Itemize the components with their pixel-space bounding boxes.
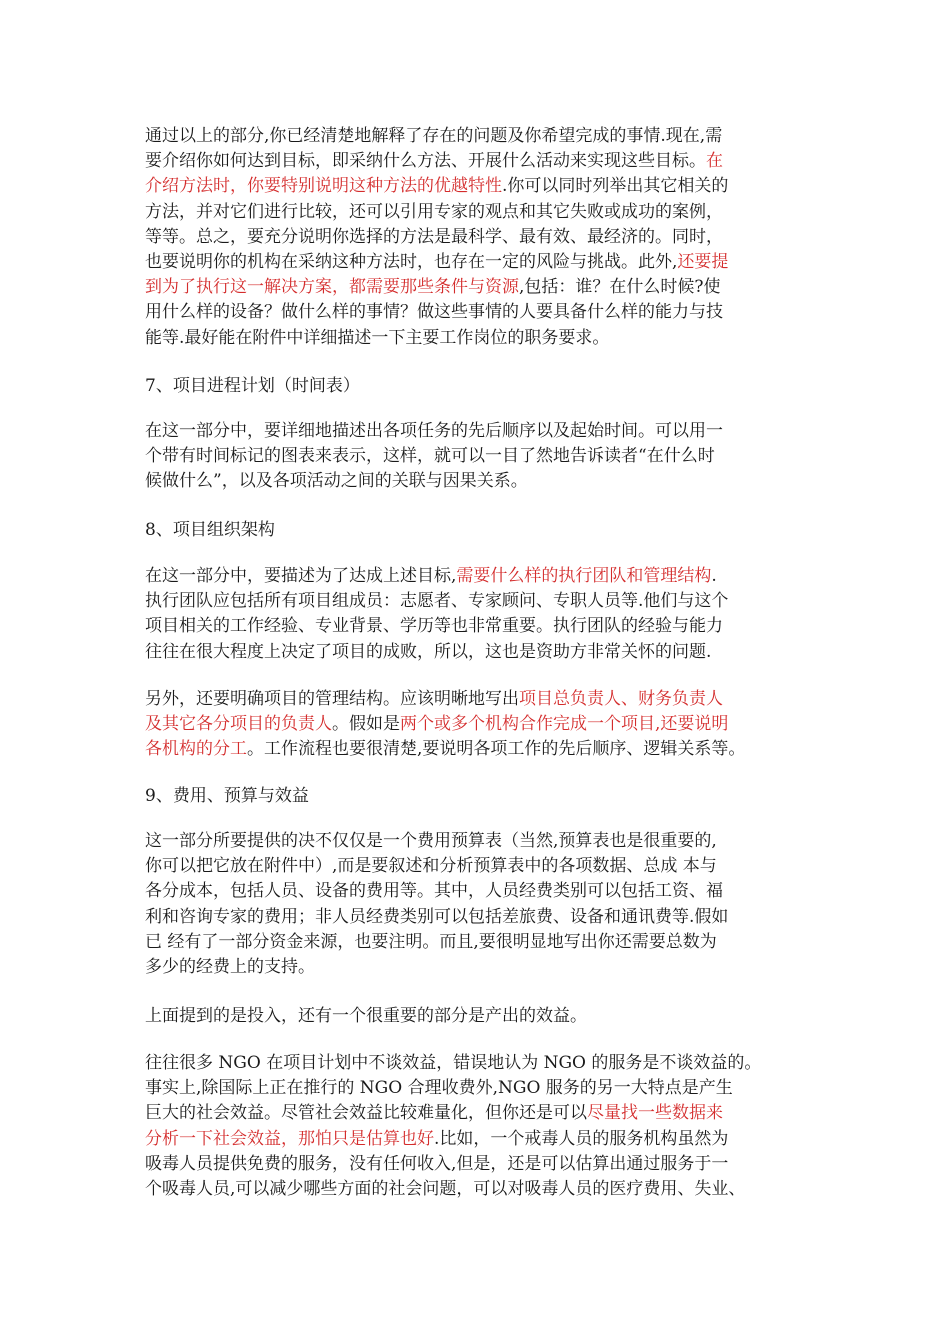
paragraph-social-benefit [145,1051,825,1202]
body-text: 巨大的社会效益。尽管社会效益比较难量化，但你还是可以 [145,1103,587,1124]
text-line [145,1051,825,1076]
highlighted-text: 两个或多个机构合作完成一个项目,还要说明 [400,714,729,735]
heading-8 [145,518,825,543]
text-line [145,687,825,712]
heading-9 [145,784,825,809]
text-line [145,1127,825,1152]
body-text: 这一部分所要提供的决不仅仅是一个费用预算表（当然,预算表也是很重要的, [145,831,717,851]
text-line [145,444,825,469]
text-line [145,326,825,351]
text-line [145,250,825,275]
body-text: 你可以把它放在附件中）,而是要叙述和分析预算表中的各项数据、总成 本与 [145,856,717,877]
body-text: 各分成本，包括人员、设备的费用等。其中，人员经费类别可以包括工资、福 [145,881,723,902]
text-line [145,174,825,199]
text-line [145,149,825,174]
body-text: 利和咨询专家的费用；非人员经费类别可以包括差旅费、设备和通讯费等.假如 [145,906,729,927]
text-line [145,200,825,225]
body-text: 。工作流程也要很清楚,要说明各项工作的先后顺序、逻辑关系等。 [247,739,746,760]
body-text: .你可以同时列举出其它相关的 [502,176,729,197]
paragraph-schedule [145,419,825,495]
text-line [145,955,825,980]
text-line [145,930,825,955]
body-text: 在这一部分中，要描述为了达成上述目标, [145,566,457,586]
body-text: 也要说明你的机构在采纳这种方法时，也存在一定的风险与挑战。此外, [145,252,678,273]
paragraph-methods [145,124,825,351]
text-line [145,879,825,904]
section-heading: 7、项目进程计划（时间表） [145,376,360,396]
highlighted-text: 介绍方法时，你要特别说明这种方法的优越特性 [145,176,502,197]
highlighted-text: 到为了执行这一解决方案，都需要那些条件与资源 [145,277,519,298]
body-text: . [711,566,717,586]
highlighted-text: 分析一下社会效益，那怕只是估算也好 [145,1128,434,1149]
body-text: .比如，一个戒毒人员的服务机构虽然为 [434,1128,729,1149]
body-text: ,包括：谁？在什么时候?使 [519,277,721,298]
body-text: 通过以上的部分,你已经清楚地解释了存在的问题及你希望完成的事情.现在,需 [145,126,723,146]
body-text: 多少的经费上的支持。 [145,957,315,978]
highlighted-text: 还要提 [677,252,729,273]
body-text: 用什么样的设备？做什么样的事情？做这些事情的人要具备什么样的能力与技 [145,302,723,323]
text-line [145,300,825,325]
text-line [145,124,825,149]
body-text: 方法，并对它们进行比较，还可以引用专家的观点和其它失败或成功的案例， [145,201,723,222]
body-text: 上面提到的是投入，还有一个很重要的部分是产出的效益。 [145,1006,587,1026]
text-line [145,1152,825,1177]
body-text: 在这一部分中，要详细地描述出各项任务的先后顺序以及起始时间。可以用一 [145,421,723,441]
body-text: 个吸毒人员,可以减少哪些方面的社会问题，可以对吸毒人员的医疗费用、失业、 [145,1179,746,1200]
text-line [145,829,825,854]
text-line [145,1177,825,1202]
heading-7 [145,374,825,399]
body-text: 个带有时间标记的图表来表示，这样，就可以一目了然地告诉读者“在什么时 [145,446,715,467]
paragraph-org-team [145,564,825,665]
paragraph-budget [145,829,825,980]
body-text: 往往很多 NGO 在项目计划中不谈效益，错误地认为 NGO 的服务是不谈效益的。 [145,1053,762,1073]
text-line [145,275,825,300]
section-heading: 9、费用、预算与效益 [145,786,309,806]
body-text: 往往在很大程度上决定了项目的成败，所以，这也是资助方非常关怀的问题. [145,641,712,662]
highlighted-text: 及其它各分项目的负责人 [145,714,332,735]
highlighted-text: 在 [706,151,723,172]
body-text: 候做什么”，以及各项活动之间的关联与因果关系。 [145,471,528,492]
highlighted-text: 各机构的分工 [145,739,247,760]
text-line [145,854,825,879]
body-text: 执行团队应包括所有项目组成员：志愿者、专家顾问、专职人员等.他们与这个 [145,591,729,612]
text-line [145,614,825,639]
body-text: 能等.最好能在附件中详细描述一下主要工作岗位的职务要求。 [145,327,610,348]
text-line [145,1004,825,1029]
body-text: 等等。总之，要充分说明你选择的方法是最科学、最有效、最经济的。同时， [145,226,723,247]
body-text: 要介绍你如何达到目标，即采纳什么方法、开展什么活动来实现这些目标。 [145,151,706,172]
paragraph-org-management [145,687,825,763]
paragraph-inputs-outputs [145,1004,825,1029]
text-line [145,712,825,737]
section-heading: 8、项目组织架构 [145,520,275,540]
highlighted-text: 项目总负责人、财务负责人 [519,689,723,709]
text-line [145,589,825,614]
text-line [145,1076,825,1101]
text-line [145,564,825,589]
text-line [145,469,825,494]
body-text: 事实上,除国际上正在推行的 NGO 合理收费外,NGO 服务的另一大特点是产生 [145,1078,733,1099]
body-text: 已 经有了一部分资金来源，也要注明。而且,要很明显地写出你还需要总数为 [145,931,717,952]
body-text: 。假如是 [332,714,400,735]
body-text: 另外，还要明确项目的管理结构。应该明晰地写出 [145,689,519,709]
body-text: 项目相关的工作经验、专业背景、学历等也非常重要。执行团队的经验与能力 [145,616,723,637]
text-line [145,225,825,250]
highlighted-text: 尽量找一些数据来 [587,1103,723,1124]
text-line [145,640,825,665]
text-line [145,419,825,444]
text-line [145,1101,825,1126]
highlighted-text: 需要什么样的执行团队和管理结构 [456,566,712,586]
text-line [145,737,825,762]
text-line [145,905,825,930]
body-text: 吸毒人员提供免费的服务，没有任何收入,但是，还是可以估算出通过服务于一 [145,1153,729,1174]
